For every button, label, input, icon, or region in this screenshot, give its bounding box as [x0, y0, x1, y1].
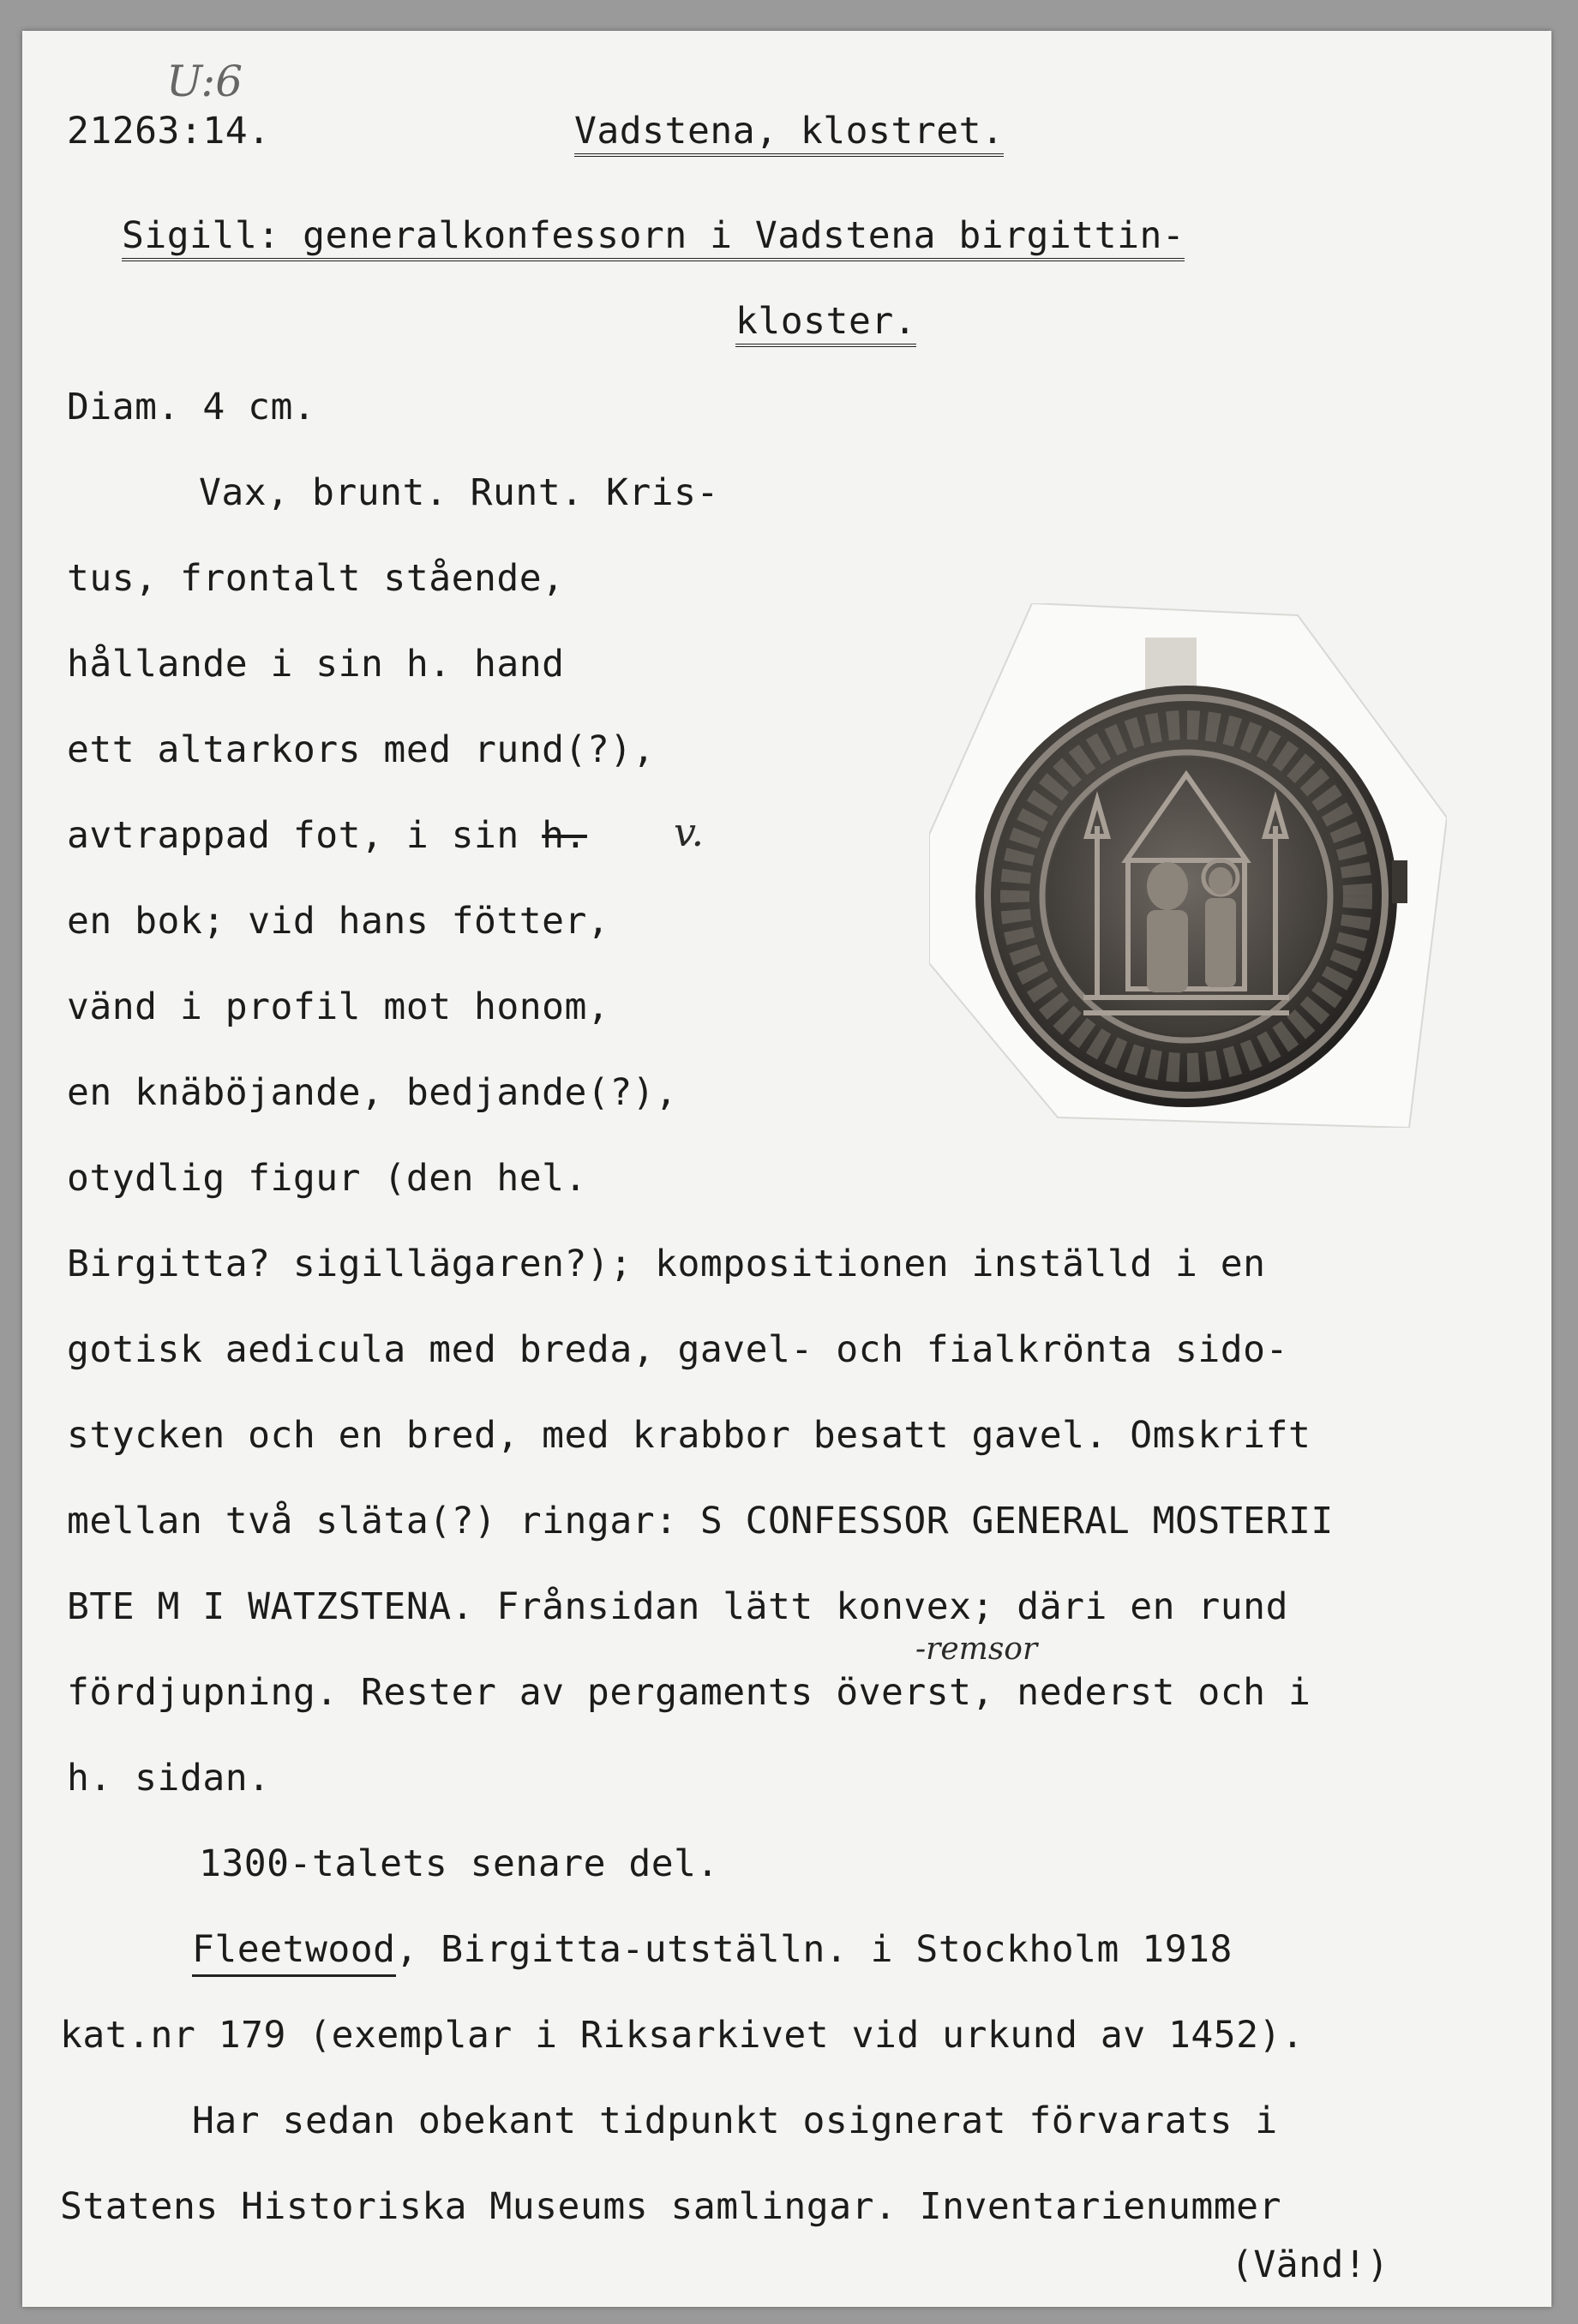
body-line-text: avtrappad fot, i sin	[67, 814, 519, 857]
pencil-note: U:6	[166, 57, 243, 106]
body-line: en knäböjande, bedjande(?),	[67, 1071, 678, 1114]
turn-over-note: (Vänd!)	[1231, 2243, 1389, 2286]
body-line: otydlig figur (den hel.	[67, 1157, 587, 1200]
body-line: tus, frontalt stående,	[67, 557, 565, 600]
dating: 1300-talets senare del.	[199, 1842, 719, 1885]
body-line: gotisk aedicula med breda, gavel- och fialkrönta sido-	[67, 1328, 1288, 1371]
body-line: stycken och en bred, med krabbor besatt gavel. Omskrift	[67, 1414, 1311, 1457]
handwritten-insert: -remsor	[915, 1632, 1038, 1667]
side-tag	[1392, 860, 1407, 903]
body-line: mellan två släta(?) ringar: S CONFESSOR GENERAL MOSTERII	[67, 1500, 1334, 1542]
struck-word: h.	[542, 814, 587, 857]
seal-photograph	[929, 603, 1447, 1128]
reference-rest: , Birgitta-utställn. i Stockholm 1918	[395, 1928, 1233, 1971]
body-line: hållande i sin h. hand	[67, 643, 565, 686]
seal-field	[1047, 758, 1325, 1035]
location-heading: Vadstena, klostret.	[574, 113, 1004, 157]
seal-title-line2: kloster.	[735, 303, 916, 347]
storage-line1: Har sedan obekant tidpunkt osignerat förvarats i	[192, 2099, 1278, 2142]
body-line: en bok; vid hans fötter,	[67, 900, 610, 943]
reference-line	[192, 1928, 1233, 1971]
body-line: vänd i profil mot honom,	[67, 985, 610, 1028]
catalog-number: 21263:14.	[67, 110, 271, 153]
reference-author: Fleetwood	[192, 1928, 396, 1977]
storage-line2: Statens Historiska Museums samlingar. Inventarienummer	[60, 2185, 1281, 2228]
body-line: ett altarkors med rund(?),	[67, 728, 656, 771]
reference-line2: kat.nr 179 (exemplar i Riksarkivet vid urkund av 1452).	[60, 2014, 1305, 2057]
catalog-card	[22, 31, 1551, 2307]
body-line: h. sidan.	[67, 1757, 271, 1800]
diameter: Diam. 4 cm.	[67, 386, 316, 428]
body-line: BTE M I WATZSTENA. Frånsidan lätt konvex; däri en rund	[67, 1585, 1288, 1628]
handwritten-correction: v.	[674, 809, 705, 855]
body-line: Birgitta? sigillägaren?); kompositionen inställd i en	[67, 1243, 1266, 1285]
body-line	[67, 814, 587, 857]
body-line: Vax, brunt. Runt. Kris-	[199, 471, 719, 514]
seal-title-line1: Sigill: generalkonfessorn i Vadstena birgittin-	[122, 218, 1185, 261]
body-line: fördjupning. Rester av pergaments överst, nederst och i	[67, 1671, 1311, 1714]
